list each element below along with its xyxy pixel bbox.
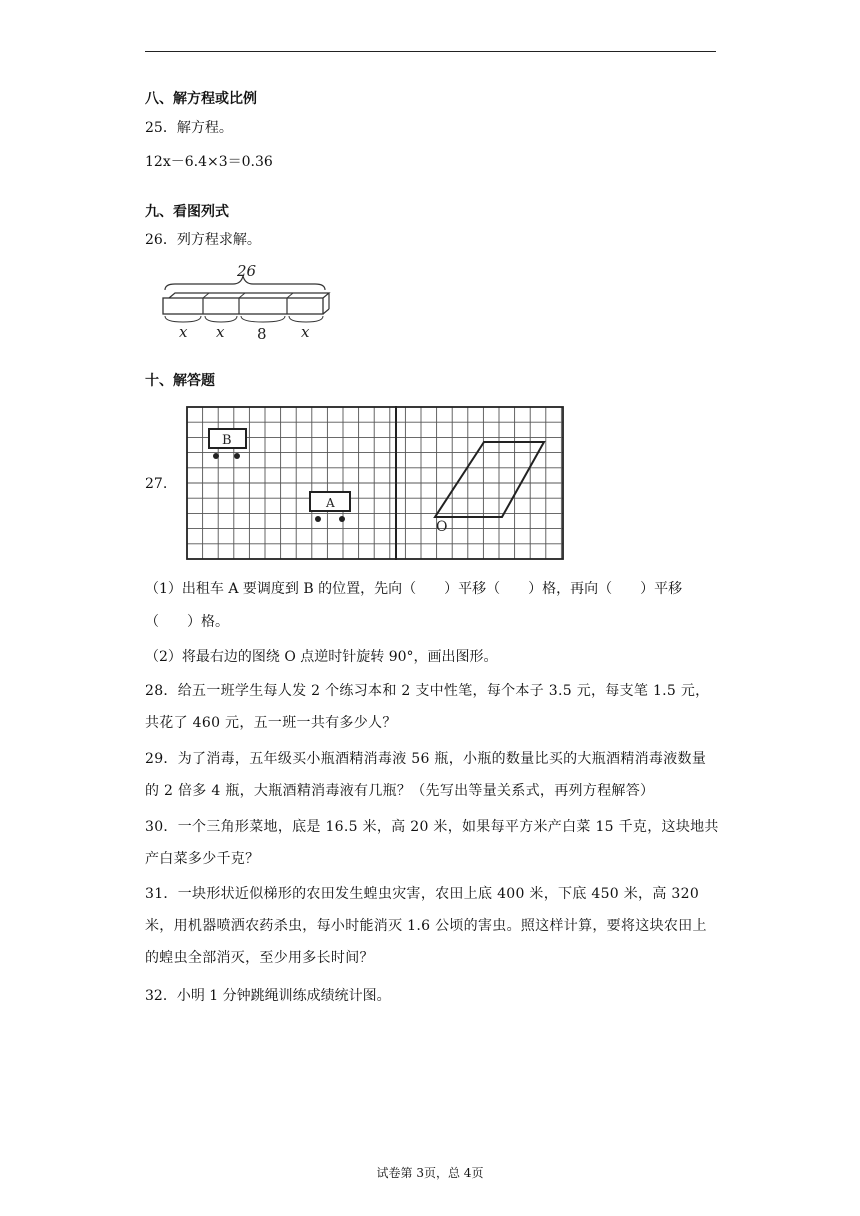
question-32: 32．小明 1 分钟跳绳训练成绩统计图。 [145, 988, 391, 1004]
point-o-label: O [436, 519, 448, 535]
section-heading-9: 九、看图列式 [145, 204, 229, 220]
section-heading-10: 十、解答题 [145, 373, 215, 389]
car-b-wheel-left [213, 453, 219, 459]
question-25-title: 25．解方程。 [145, 120, 233, 136]
diagram-total-label: 26 [237, 262, 257, 280]
page-footer: 试卷第 3页，总 4页 [376, 1166, 484, 1180]
question-29: 29．为了消毒，五年级买小瓶酒精消毒液 56 瓶，小瓶的数量比买的大瓶酒精消毒液数量的 2 倍多 4 瓶，大瓶酒精消毒液有几瓶？（先写出等量关系式，再列方程解答） [145, 751, 707, 799]
car-b-label: B [222, 433, 232, 448]
question-28: 28．给五一班学生每人发 2 个练习本和 2 支中性笔，每个本子 3.5 元，每支笔 1.5 元，共花了 460 元，五一班一共有多少人？ [145, 683, 710, 731]
translation-rotation-grid [184, 402, 568, 564]
car-a-wheel-left [315, 516, 321, 522]
parallelogram [435, 442, 544, 517]
question-27-part2: （2）将最右边的图绕 O 点逆时针旋转 90°，画出图形。 [145, 649, 498, 665]
question-26-title: 26．列方程求解。 [145, 232, 261, 248]
diagram-label-4: x [301, 323, 310, 341]
question-31: 31．一块形状近似梯形的农田发生蝗虫灾害，农田上底 400 米，下底 450 米，高 320 米，用机器喷洒农药杀虫，每小时能消灭 1.6 公顷的害虫。照这样计算，要将这块农田上的蝗虫全部消灭，至少用多长时间？ [145, 886, 707, 966]
question-25-equation: 12x－6.4×3＝0.36 [145, 154, 273, 170]
header-rule [145, 51, 716, 52]
question-27-part1-line2: （ ）格。 [145, 614, 229, 630]
car-b-wheel-right [234, 453, 240, 459]
car-a-wheel-right [339, 516, 345, 522]
question-27-number: 27. [145, 476, 168, 492]
car-a-label: A [326, 496, 335, 510]
diagram-label-1: x [179, 323, 188, 341]
question-27-part1-line1: （1）出租车 A 要调度到 B 的位置，先向（ ）平移（ ）格，再向（ ）平移 [145, 581, 683, 597]
section-heading-8: 八、解方程或比例 [145, 91, 257, 107]
diagram-label-2: x [216, 323, 225, 341]
diagram-label-3: 8 [257, 325, 267, 343]
question-30: 30．一个三角形菜地，底是 16.5 米，高 20 米，如果每平方米产白菜 15 千克，这块地共产白菜多少千克？ [145, 819, 719, 867]
segment-diagram [155, 258, 335, 343]
